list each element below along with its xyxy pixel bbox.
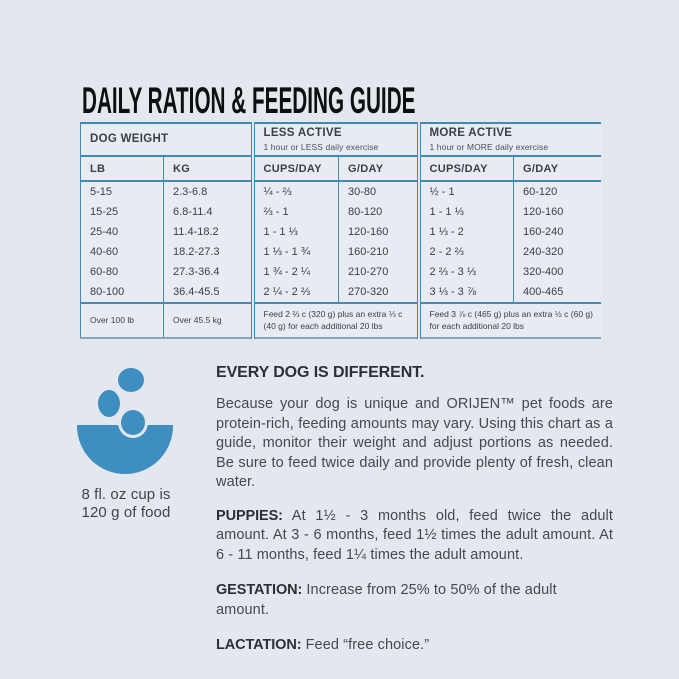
lactation-paragraph [216,636,613,656]
cell-kg: 11.4-18.2 [164,222,253,242]
cell-more-cups: 1 ⅓ - 2 [419,222,514,242]
cell-less-g: 30-80 [339,181,419,202]
feeding-table [80,122,601,339]
cell-kg: 2.3-6.8 [164,181,253,202]
cell-less-cups: 1 - 1 ⅓ [253,222,339,242]
table-footer-row [81,303,601,338]
info-paragraph: Because your dog is unique and ORIJEN™ pet foods are protein-rich, feeding amounts may vary. Using this chart as a guide, monitor their weight and adjust portions as needed. Be sure to feed twice daily and provide plenty of fresh, clean water. [216,396,613,490]
info-section [216,364,613,667]
cup-note-line2: 120 g of food [81,504,171,522]
cell-less-g: 270-320 [339,282,419,303]
header-more-active [419,123,601,156]
cup-note-line1: 8 fl. oz cup is [81,486,171,503]
dog-weight-label: DOG WEIGHT [90,132,169,145]
col-header-kg: KG [164,156,253,181]
more-active-title: MORE ACTIVE [429,127,513,140]
gestation-text: Increase from 25% to 50% of the adult amount. [216,582,557,618]
gestation-label: GESTATION: [216,582,303,598]
less-active-title: LESS ACTIVE [263,127,342,140]
cell-lb: 5-15 [81,181,164,202]
kibble-circle-icon [118,407,148,438]
cup-measure-note [55,486,197,523]
cell-more-g: 160-240 [514,222,601,242]
puppies-paragraph [216,507,613,566]
lactation-text: Feed “free choice.” [305,637,430,653]
col-header-more-g: G/DAY [514,156,601,181]
less-active-subtitle: 1 hour or LESS daily exercise [263,141,379,152]
cell-more-g: 120-160 [514,202,601,222]
puppies-label: PUPPIES: [216,507,283,524]
puppies-text: At 1½ - 3 months old, feed twice the adult amount. At 3 - 6 months, feed 1½ times the adult amount. At 6 - 11 months, feed 1¼ times the adult amount. [216,507,613,563]
cell-less-g: 80-120 [339,202,419,222]
cell-lb: 15-25 [81,202,164,222]
table-subheader-row [81,156,601,181]
col-header-more-cups: CUPS/DAY [419,156,514,181]
cell-lb: 25-40 [81,222,164,242]
cell-more-cups: 1 - 1 ⅓ [419,202,514,222]
col-header-lb: LB [81,156,164,181]
cell-less-g: 120-160 [339,222,419,242]
kibble-circle-icon [98,390,120,417]
col-header-less-g: G/DAY [339,156,419,181]
cell-more-g: 400-465 [514,282,601,303]
table-row [81,262,601,282]
cell-more-g: 240-320 [514,242,601,262]
info-heading: EVERY DOG IS DIFFERENT. [216,364,425,381]
footer-more-note: Feed 3 ⅞ c (465 g) plus an extra ½ c (60 g) for each additional 20 lbs [419,303,601,338]
cell-lb: 40-60 [81,242,164,262]
cell-less-cups: 1 ⅓ - 1 ¾ [253,242,339,262]
cell-kg: 18.2-27.3 [164,242,253,262]
dog-bowl-icon [77,365,173,477]
col-header-less-cups: CUPS/DAY [253,156,339,181]
table-row [81,222,601,242]
cell-kg: 36.4-45.5 [164,282,253,303]
cell-less-cups: ⅔ - 1 [253,202,339,222]
footer-over-lb: Over 100 lb [81,303,164,338]
cell-less-g: 160-210 [339,242,419,262]
table-row [81,202,601,222]
table-row [81,282,601,303]
header-less-active [253,123,419,156]
more-active-subtitle: 1 hour or MORE daily exercise [429,141,549,152]
cell-kg: 6.8-11.4 [164,202,253,222]
cell-less-cups: 2 ¼ - 2 ⅔ [253,282,339,303]
cell-lb: 80-100 [81,282,164,303]
cell-less-g: 210-270 [339,262,419,282]
cell-more-cups: ½ - 1 [419,181,514,202]
footer-over-kg: Over 45.5 kg [164,303,253,338]
cell-lb: 60-80 [81,262,164,282]
footer-less-note: Feed 2 ⅔ c (320 g) plus an extra ⅓ c (40 g) for each additional 20 lbs [253,303,419,338]
table-row [81,242,601,262]
cell-more-g: 320-400 [514,262,601,282]
cell-more-cups: 2 - 2 ⅔ [419,242,514,262]
cell-less-cups: 1 ¾ - 2 ¼ [253,262,339,282]
cell-more-cups: 3 ⅓ - 3 ⅞ [419,282,514,303]
kibble-circle-icon [118,368,144,392]
cell-less-cups: ¼ - ⅔ [253,181,339,202]
page-title: DAILY RATION & FEEDING GUIDE [82,80,416,121]
table-header-row [81,123,601,156]
cell-kg: 27.3-36.4 [164,262,253,282]
header-dog-weight [81,123,253,156]
cell-more-cups: 2 ⅔ - 3 ⅓ [419,262,514,282]
lactation-label: LACTATION: [216,637,302,653]
cell-more-g: 60-120 [514,181,601,202]
gestation-paragraph [216,581,613,620]
table-row [81,181,601,202]
